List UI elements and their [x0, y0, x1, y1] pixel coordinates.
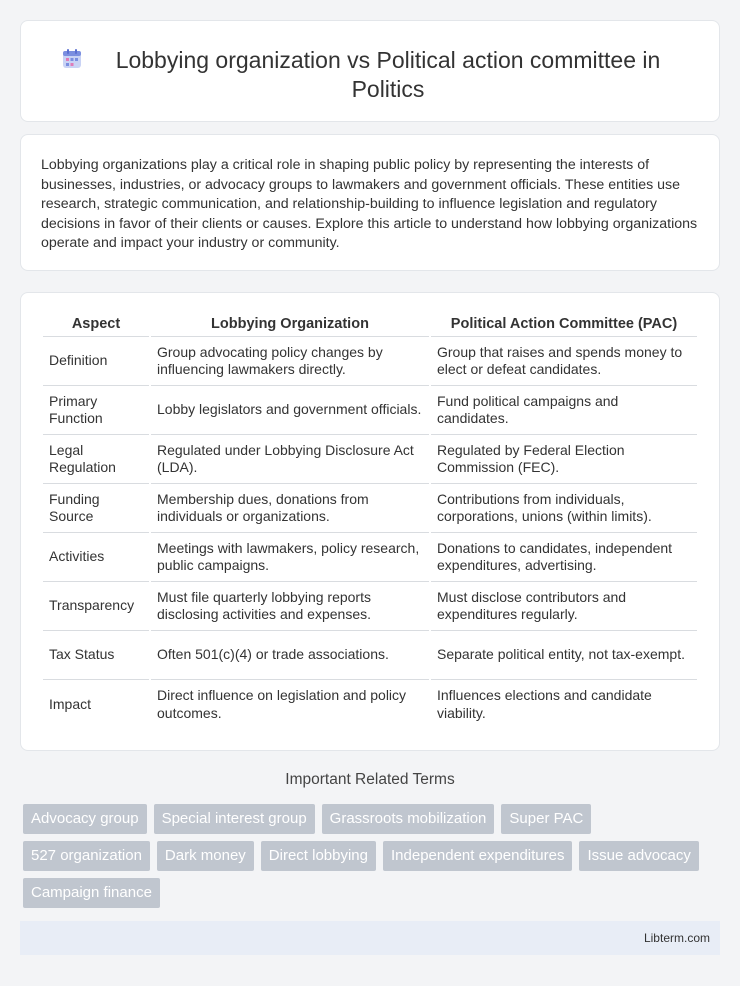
lobbying-cell: Often 501(c)(4) or trade associations. — [151, 631, 429, 680]
pac-cell: Contributions from individuals, corporations, unions (within limits). — [431, 484, 697, 533]
aspect-cell: Funding Source — [43, 484, 149, 533]
table-row — [43, 337, 697, 386]
pac-cell: Donations to candidates, independent expenditures, advertising. — [431, 533, 697, 582]
aspect-cell: Primary Function — [43, 386, 149, 435]
footer — [20, 921, 720, 955]
lobbying-cell: Regulated under Lobbying Disclosure Act (LDA). — [151, 435, 429, 484]
tag-advocacy-group[interactable]: Advocacy group — [23, 804, 147, 834]
comparison-card — [20, 292, 720, 751]
tag-dark-money[interactable]: Dark money — [157, 841, 254, 871]
table-row — [43, 680, 697, 729]
lobbying-cell: Lobby legislators and government officials. — [151, 386, 429, 435]
tag-independent-expenditures[interactable]: Independent expenditures — [383, 841, 572, 871]
lobbying-cell: Group advocating policy changes by influencing lawmakers directly. — [151, 337, 429, 386]
table-row — [43, 386, 697, 435]
intro-paragraph: Lobbying organizations play a critical role in shaping public policy by representing the interests of businesses, industries, or advocacy groups to lawmakers and government officials. These entities use research, strategic communication, and relationship-building to influence legislation and regulatory decisions in favor of their clients or causes. Explore this article to understand how lobbying organizations operate and impact your industry or community. — [41, 157, 698, 252]
comparison-table — [41, 315, 699, 729]
footer-site-link[interactable]: Libterm.com — [643, 931, 710, 945]
page-title: Lobbying organization vs Political action committee in Politics — [115, 47, 661, 102]
pac-cell: Regulated by Federal Election Commission (FEC). — [431, 435, 697, 484]
aspect-cell: Impact — [49, 695, 92, 712]
tag-special-interest-group[interactable]: Special interest group — [154, 804, 315, 834]
tag-issue-advocacy[interactable]: Issue advocacy — [579, 841, 698, 871]
tag-campaign-finance[interactable]: Campaign finance — [23, 878, 160, 908]
aspect-cell: Activities — [43, 533, 149, 582]
calendar-icon — [61, 48, 83, 70]
title-card — [20, 20, 720, 122]
table-row — [43, 484, 697, 533]
related-terms-list — [23, 804, 723, 915]
lobbying-cell: Direct influence on legislation and policy outcomes. — [157, 687, 407, 721]
table-header-row — [43, 315, 697, 337]
aspect-cell: Definition — [43, 337, 149, 386]
pac-cell: Separate political entity, not tax-exempt. — [431, 631, 697, 680]
header-lobbying-organization: Lobbying Organization — [151, 315, 429, 337]
table-row — [43, 533, 697, 582]
tag-direct-lobbying[interactable]: Direct lobbying — [261, 841, 376, 871]
tag-grassroots-mobilization[interactable]: Grassroots mobilization — [322, 804, 495, 834]
table-row — [43, 435, 697, 484]
tag-super-pac[interactable]: Super PAC — [501, 804, 591, 834]
header-pac: Political Action Committee (PAC) — [431, 315, 697, 337]
related-terms-heading: Important Related Terms — [285, 771, 455, 788]
title-wrap — [21, 21, 719, 104]
pac-cell: Influences elections and candidate viability. — [437, 687, 652, 721]
aspect-cell: Legal Regulation — [43, 435, 149, 484]
lobbying-cell: Must file quarterly lobbying reports disclosing activities and expenses. — [151, 582, 429, 631]
pac-cell: Must disclose contributors and expenditures regularly. — [431, 582, 697, 631]
lobbying-cell: Meetings with lawmakers, policy research, public campaigns. — [151, 533, 429, 582]
aspect-cell: Tax Status — [43, 631, 149, 680]
table-row — [43, 631, 697, 680]
header-aspect: Aspect — [43, 315, 149, 337]
lobbying-cell: Membership dues, donations from individuals or organizations. — [151, 484, 429, 533]
pac-cell: Group that raises and spends money to elect or defeat candidates. — [431, 337, 697, 386]
tag-527-organization[interactable]: 527 organization — [23, 841, 150, 871]
intro-card — [20, 134, 720, 271]
pac-cell: Fund political campaigns and candidates. — [431, 386, 697, 435]
aspect-cell: Transparency — [43, 582, 149, 631]
table-row — [43, 582, 697, 631]
